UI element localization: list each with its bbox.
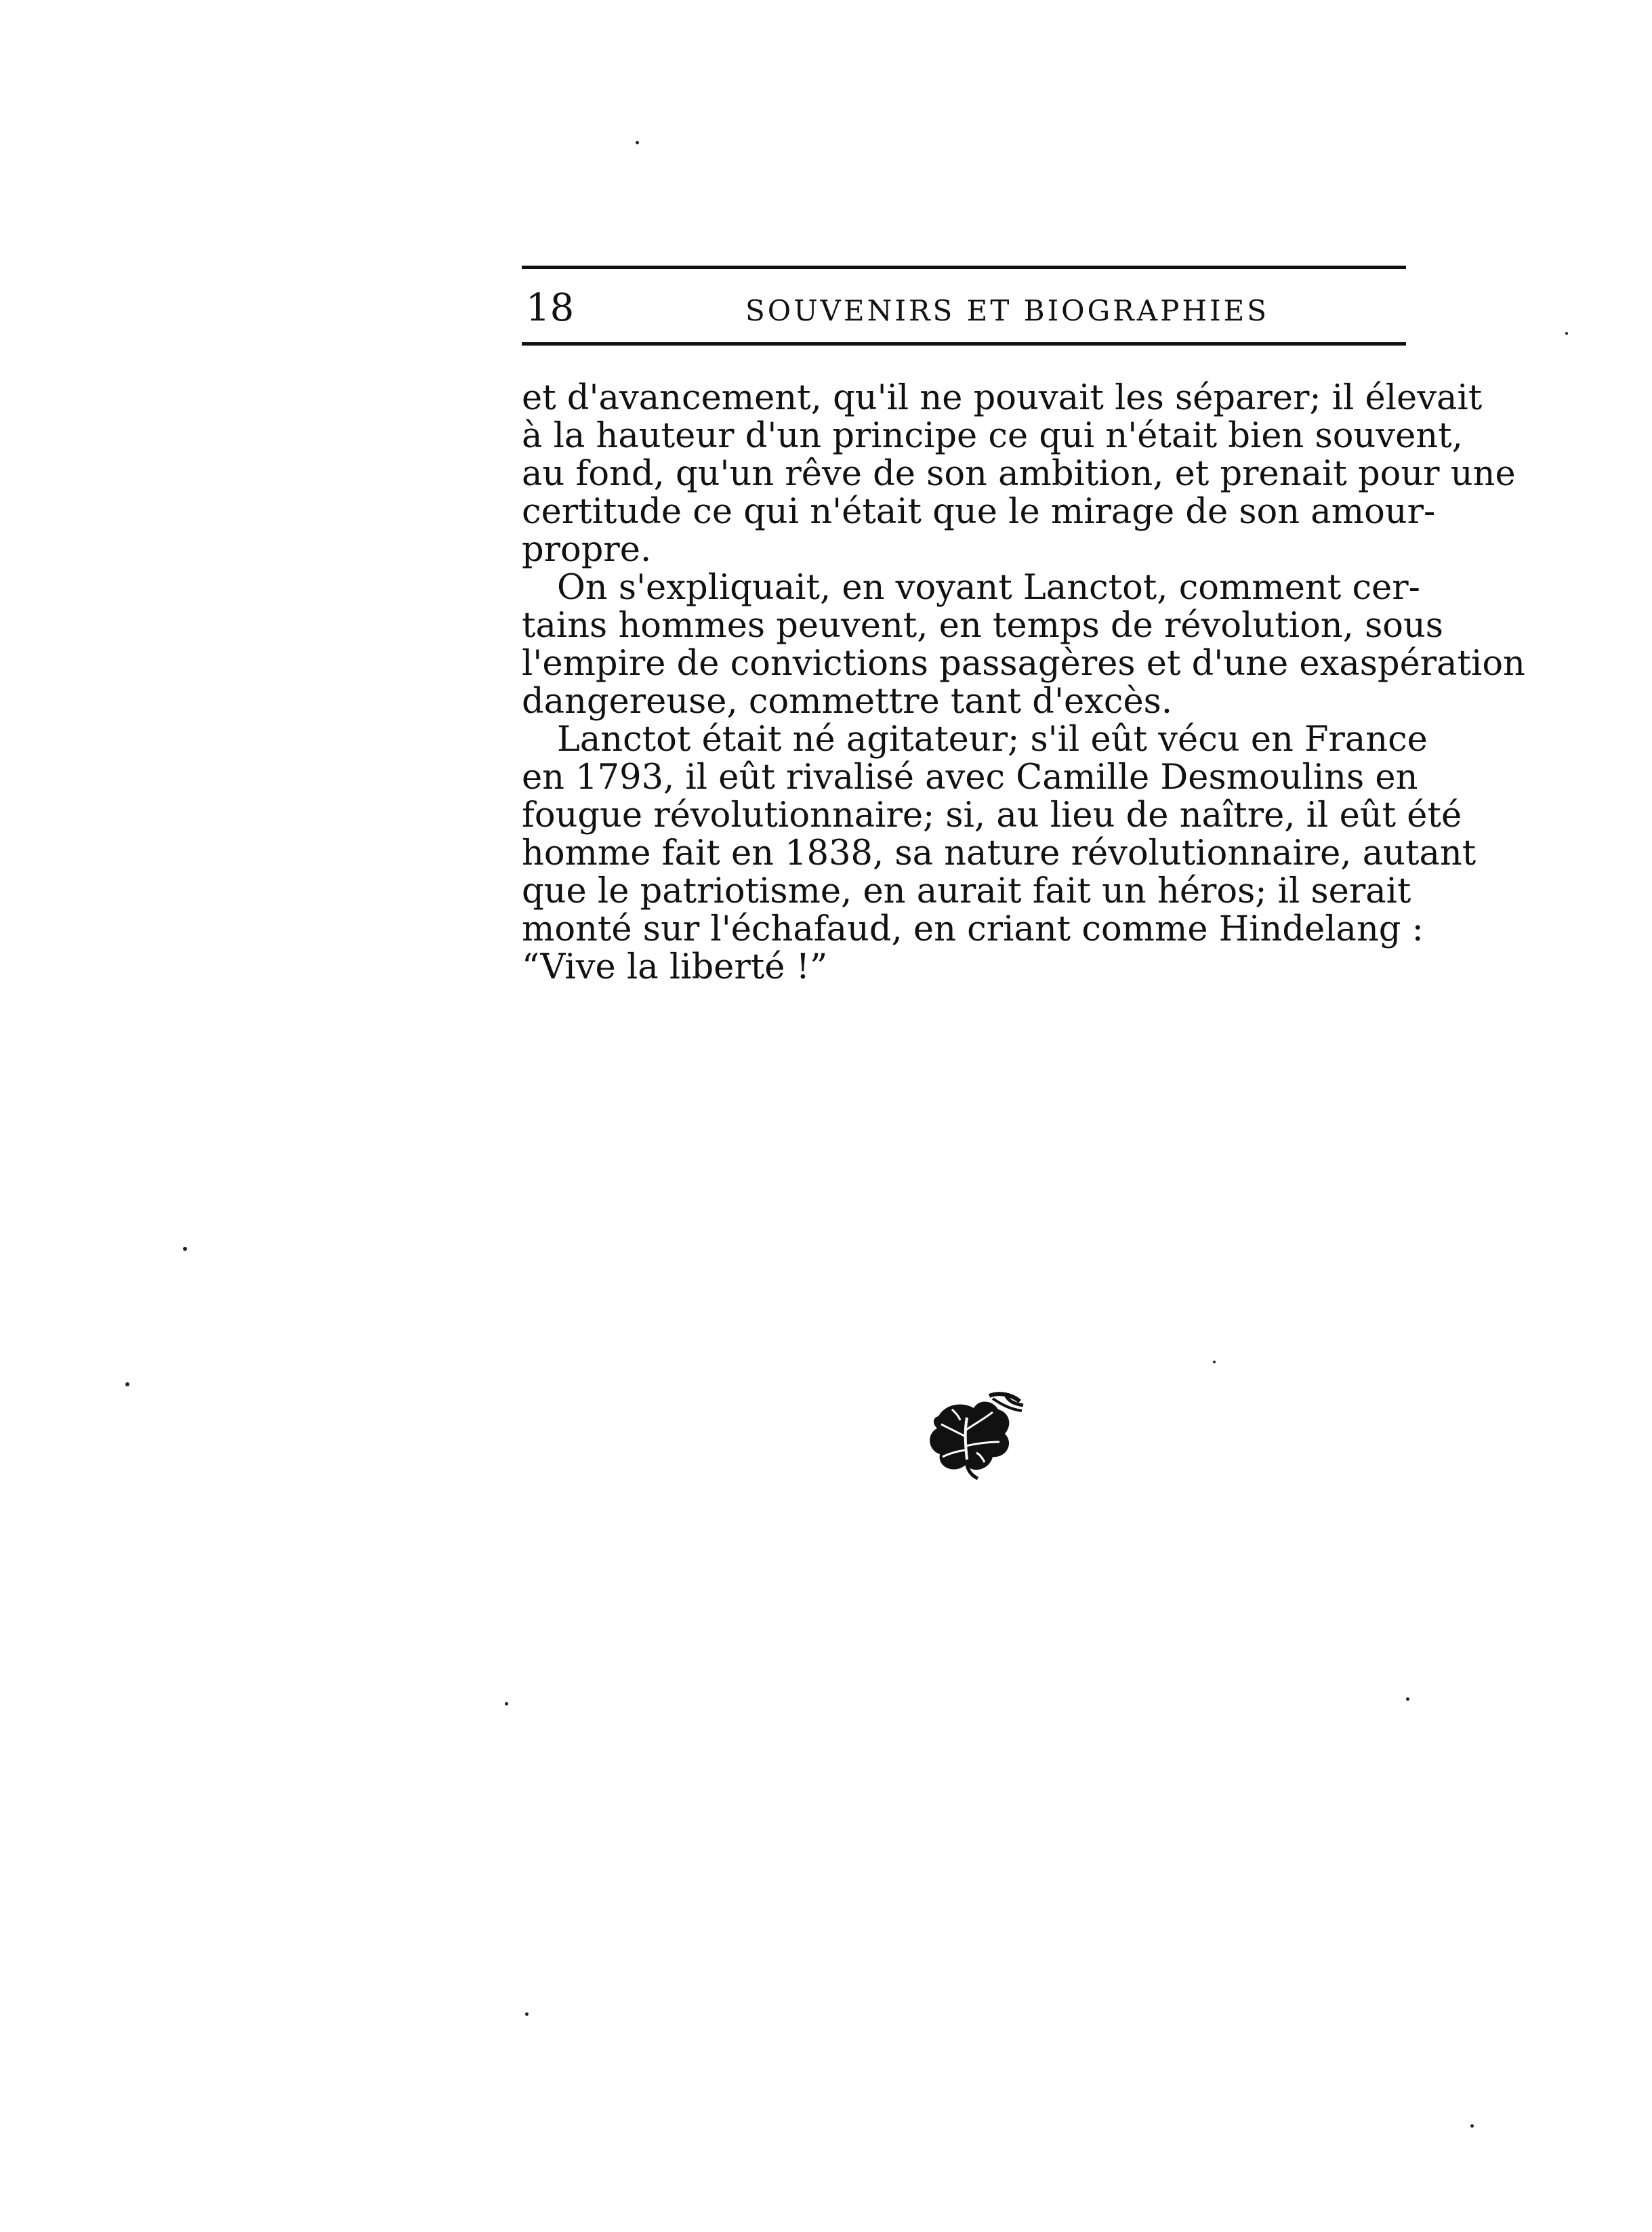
running-title: SOUVENIRS ET BIOGRAPHIES bbox=[745, 294, 1270, 327]
text-line: certitude ce qui n'était que le mirage de son amour- bbox=[522, 492, 1436, 532]
text-line: à la hauteur d'un principe ce qui n'était bien souvent, bbox=[522, 416, 1463, 456]
text-line: dangereuse, commettre tant d'excès. bbox=[522, 682, 1173, 722]
running-head bbox=[522, 281, 1406, 335]
text-line: fougue révolutionnaire; si, au lieu de naître, il eût été bbox=[522, 795, 1462, 835]
text-line: monté sur l'échafaud, en criant comme Hindelang : bbox=[522, 909, 1424, 949]
header-rule-bottom bbox=[522, 342, 1406, 346]
text-line: tains hommes peuvent, en temps de révolution, sous bbox=[522, 606, 1443, 646]
page-number: 18 bbox=[526, 286, 575, 330]
text-line: Lanctot était né agitateur; s'il eût vécu en France bbox=[557, 720, 1428, 760]
scan-speck bbox=[1470, 2124, 1474, 2128]
scan-speck bbox=[505, 1702, 508, 1706]
header-rule-top bbox=[522, 266, 1406, 269]
text-line: propre. bbox=[522, 530, 652, 570]
text-line: que le patriotisme, en aurait fait un héros; il serait bbox=[522, 871, 1411, 911]
text-line: l'empire de convictions passagères et d'une exaspération bbox=[522, 644, 1525, 684]
scan-speck bbox=[125, 1382, 129, 1386]
body-text bbox=[522, 378, 1525, 987]
scan-speck bbox=[525, 2012, 529, 2016]
vine-leaf-ornament-icon bbox=[925, 1389, 1027, 1481]
scan-speck bbox=[1213, 1361, 1216, 1363]
text-line: homme fait en 1838, sa nature révolutionnaire, autant bbox=[522, 833, 1477, 873]
text-line: en 1793, il eût rivalisé avec Camille Desmoulins en bbox=[522, 758, 1418, 798]
text-line: “Vive la liberté !” bbox=[522, 947, 828, 987]
scan-speck bbox=[636, 141, 639, 144]
scan-speck bbox=[1565, 332, 1568, 335]
text-line: On s'expliquait, en voyant Lanctot, comment cer- bbox=[557, 568, 1420, 608]
scan-speck bbox=[1406, 1697, 1409, 1701]
text-line: au fond, qu'un rêve de son ambition, et prenait pour une bbox=[522, 454, 1516, 494]
scan-speck bbox=[183, 1247, 187, 1251]
text-line: et d'avancement, qu'il ne pouvait les séparer; il élevait bbox=[522, 378, 1483, 418]
